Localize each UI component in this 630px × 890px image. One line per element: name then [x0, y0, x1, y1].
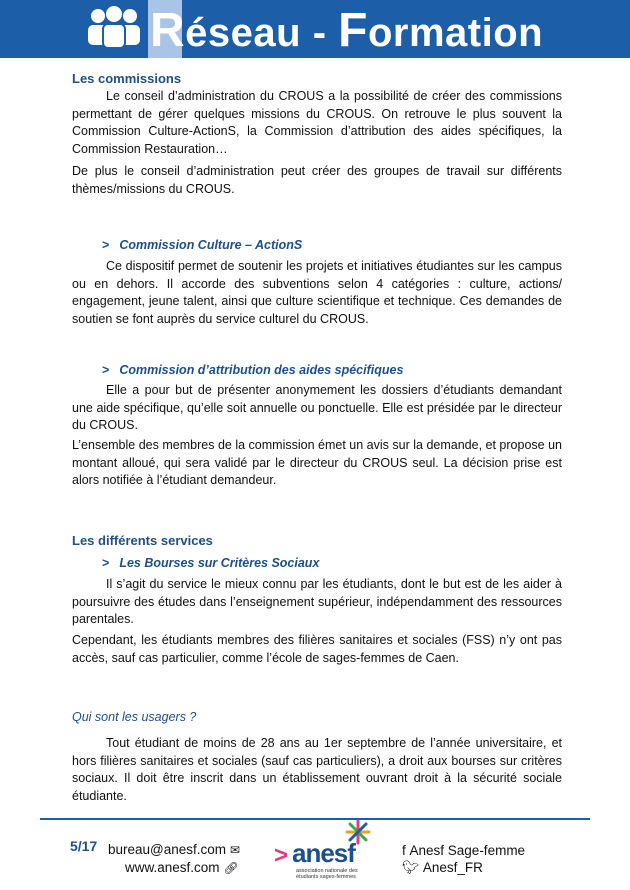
- aides-paragraph-2: L’ensemble des membres de la commission émet un avis sur la demande, et propose un montant alloué, qui sera validé par le directeur du CROUS seul. La décision prise est alors notifiée à l’étudiant demandeur.: [72, 438, 562, 487]
- people-icon: [84, 6, 144, 50]
- page-header: [0, 0, 630, 58]
- section-heading-services: Les différents services: [72, 533, 213, 548]
- bourses-paragraph-1: Il s’agit du service le mieux connu par les étudiants, dont le but est de les aider à poursuivre des études dans l’enseignement supérieur, indépendamment des ressources parentales.: [72, 577, 562, 626]
- subheading-culture: > Commission Culture – ActionS: [102, 238, 303, 252]
- culture-paragraph: Ce dispositif permet de soutenir les projets et initiatives étudiantes sur les campus ou en dehors. Il accorde des subventions selon 4 catégories : culture, actions/ engagement, jeune talent, ainsi que culture scientifique et technique. Ces demandes de soutien se font auprès du service culturel du CROUS.: [72, 259, 562, 326]
- envelope-icon: ✉: [230, 843, 241, 857]
- commissions-paragraph-2: De plus le conseil d’administration peut créer des groupes de travail sur différents thèmes/missions du CROUS.: [72, 164, 562, 196]
- anesf-logo-arrow: >: [274, 842, 289, 869]
- aides-paragraph-1: Elle a pour but de présenter anonymement les dossiers d’étudiants demandant une aide spécifique, qu’elle soit annuelle ou ponctuelle. Elle est présidée par le directeur du CROUS.: [72, 383, 562, 432]
- page-title: Réseau - Formation: [150, 4, 544, 57]
- commissions-paragraph-1: Le conseil d’administration du CROUS a la possibilité de créer des commissions permettant de gérer quelques missions du CROUS. On retrouve le plus souvent la Commission Culture-ActionS, la Commission d’attribution des aides spécifiques, la Commission Restauration…: [72, 89, 562, 156]
- bourses-paragraph-2: Cependant, les étudiants membres des filières sanitaires et sociales (FSS) n’y ont pas accès, sauf cas particulier, comme l’école de sages-femmes de Caen.: [72, 633, 562, 665]
- usagers-heading: Qui sont les usagers ?: [72, 710, 197, 724]
- subheading-aides: > Commission d’attribution des aides spécifiques: [102, 363, 404, 377]
- email-link[interactable]: bureau@anesf.com ✉: [108, 842, 241, 857]
- anesf-logo-subtitle: association nationale des étudiants sages-femmes: [296, 868, 358, 880]
- facebook-link[interactable]: f Anesf Sage-femme: [402, 843, 526, 858]
- subheading-bourses: > Les Bourses sur Critères Sociaux: [102, 556, 320, 570]
- paperclip-icon: 🔗︎: [223, 861, 239, 875]
- section-heading-commissions: Les commissions: [72, 71, 182, 86]
- facebook-icon: f: [402, 843, 410, 858]
- usagers-paragraph: Tout étudiant de moins de 28 ans au 1er septembre de l’année universitaire, et hors filières sanitaires et sociales (sauf cas particuliers), a droit aux bourses sur critères sociaux. Il doit être inscrit dans un établissement ouvrant droit à la sécurité sociale étudiante.: [72, 736, 562, 803]
- page-footer: [40, 818, 600, 888]
- anesf-logo-text: anesf: [292, 838, 355, 868]
- twitter-icon: 🐦︎: [402, 860, 423, 875]
- page-number: 5/17: [70, 838, 98, 854]
- twitter-link[interactable]: 🐦︎ Anesf_FR: [402, 860, 483, 875]
- website-link[interactable]: www.anesf.com 🔗︎: [125, 860, 239, 875]
